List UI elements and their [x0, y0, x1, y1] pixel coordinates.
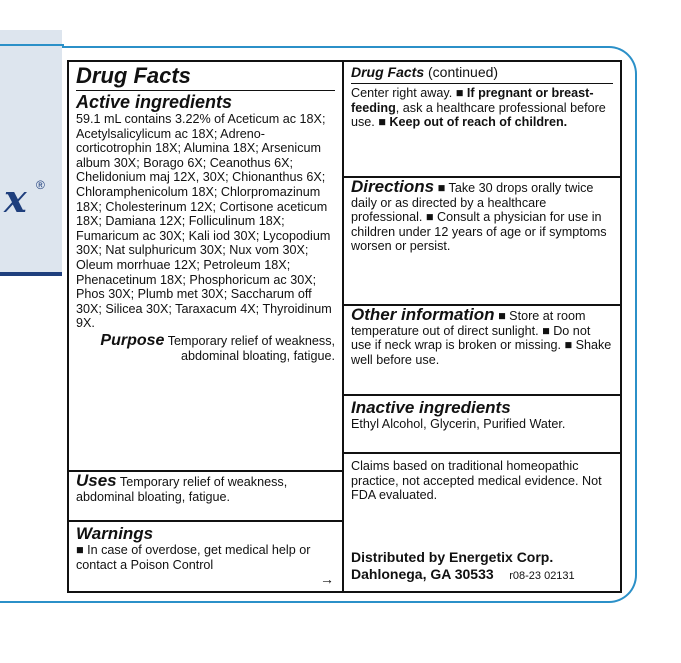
- lot-code: r08-23 02131: [509, 570, 575, 582]
- continued-suffix: (continued): [428, 64, 499, 80]
- active-ingredients-text: 59.1 mL contains 3.22% of Aceticum ac 18X; Acetylsalicylicum ac 18X; Adreno-corticotrophin 18X; Alumina 18X; Arsenicum album 30X; Borago 6X; Ceanothus 6X; Chelidonium maj 12X, 30X; Chionanthus 6X; Chloramphenicolum 18X; Chlorpromazinum 18X; Cholesterinum 12X; Cortisone aceticum 18X; Damiana 12X; Folliculinum 18X; Fumaricum ac 30X; Kali iod 30X; Lycopodium 30X; Nat sulphuricum 30X; Nux vom 30X; Oleum morrhuae 12X; Petroleum 18X; Phenacetinum 18X; Phosphoricum ac 30X; Phos 30X; Plumb met 30X; Saccharum off 30X; Silicea 30X; Taraxacum 4X; Thyroidinum 9X.: [76, 112, 332, 331]
- frame-bottom-rule: [0, 601, 64, 603]
- inactive-ingredients-heading: Inactive ingredients: [351, 398, 511, 417]
- directions-box: [344, 176, 620, 304]
- inactive-ingredients-box: [344, 394, 620, 452]
- uses-text: Temporary relief of weakness, abdominal bloating, fatigue.: [76, 475, 288, 504]
- continued-box: [344, 62, 620, 176]
- purpose-section: [76, 331, 335, 363]
- inactive-ingredients-text: Ethyl Alcohol, Glycerin, Purified Water.: [351, 417, 566, 431]
- uses-box: [69, 470, 342, 520]
- distributor-line-1: Distributed by Energetix Corp.: [351, 549, 554, 565]
- active-ingredients-heading: Active ingredients: [76, 92, 233, 112]
- distributor-block: [351, 549, 613, 585]
- continued-header: [351, 64, 613, 81]
- directions-text: ■ Take 30 drops orally twice daily or as directed by a healthcare professional. ■ Consult a physician for use in children under 12 years of age or if symptoms worsen or persist.: [351, 181, 607, 254]
- continued-title: Drug Facts: [351, 64, 425, 80]
- purpose-heading: Purpose: [100, 331, 165, 349]
- other-information-box: [344, 304, 620, 394]
- warnings-heading: Warnings: [76, 524, 154, 543]
- drug-facts-title: Drug Facts: [76, 63, 191, 88]
- drug-facts-right-column: [344, 62, 620, 591]
- distributor-line-2: Dahlonega, GA 30533 r08-23 02131: [351, 566, 575, 582]
- uses-heading: Uses: [76, 471, 117, 490]
- warnings-box: [69, 520, 342, 591]
- continued-arrow-icon: →: [320, 571, 334, 587]
- directions-heading: Directions: [351, 177, 435, 196]
- brand-logo-mark: x: [4, 176, 27, 221]
- continued-text: Center right away. ■ If pregnant or breast-feeding, ask a healthcare professional before use. ■ Keep out of reach of children.: [351, 86, 606, 130]
- claims-distributor-box: [344, 452, 620, 591]
- claims-text: Claims based on traditional homeopathic practice, not accepted medical evidence. Not FDA evaluated.: [351, 459, 602, 503]
- other-information-heading: Other information: [351, 305, 495, 324]
- title-rule: [76, 90, 335, 91]
- registered-mark: ®: [36, 178, 45, 192]
- purpose-text: Temporary relief of weakness, abdominal bloating, fatigue.: [167, 333, 335, 363]
- active-ingredients-box: [69, 62, 342, 486]
- drug-facts-left-column: [69, 62, 344, 591]
- drug-facts-panel: [67, 60, 622, 593]
- continued-rule: [351, 83, 613, 84]
- brand-side-panel: [0, 30, 62, 276]
- frame-top-rule: [0, 44, 64, 46]
- other-information-text: ■ Store at room temperature out of direct sunlight. ■ Do not use if neck wrap is broken or missing. ■ Shake well before use.: [351, 309, 612, 367]
- warnings-text: ■ In case of overdose, get medical help or contact a Poison Control: [76, 543, 311, 572]
